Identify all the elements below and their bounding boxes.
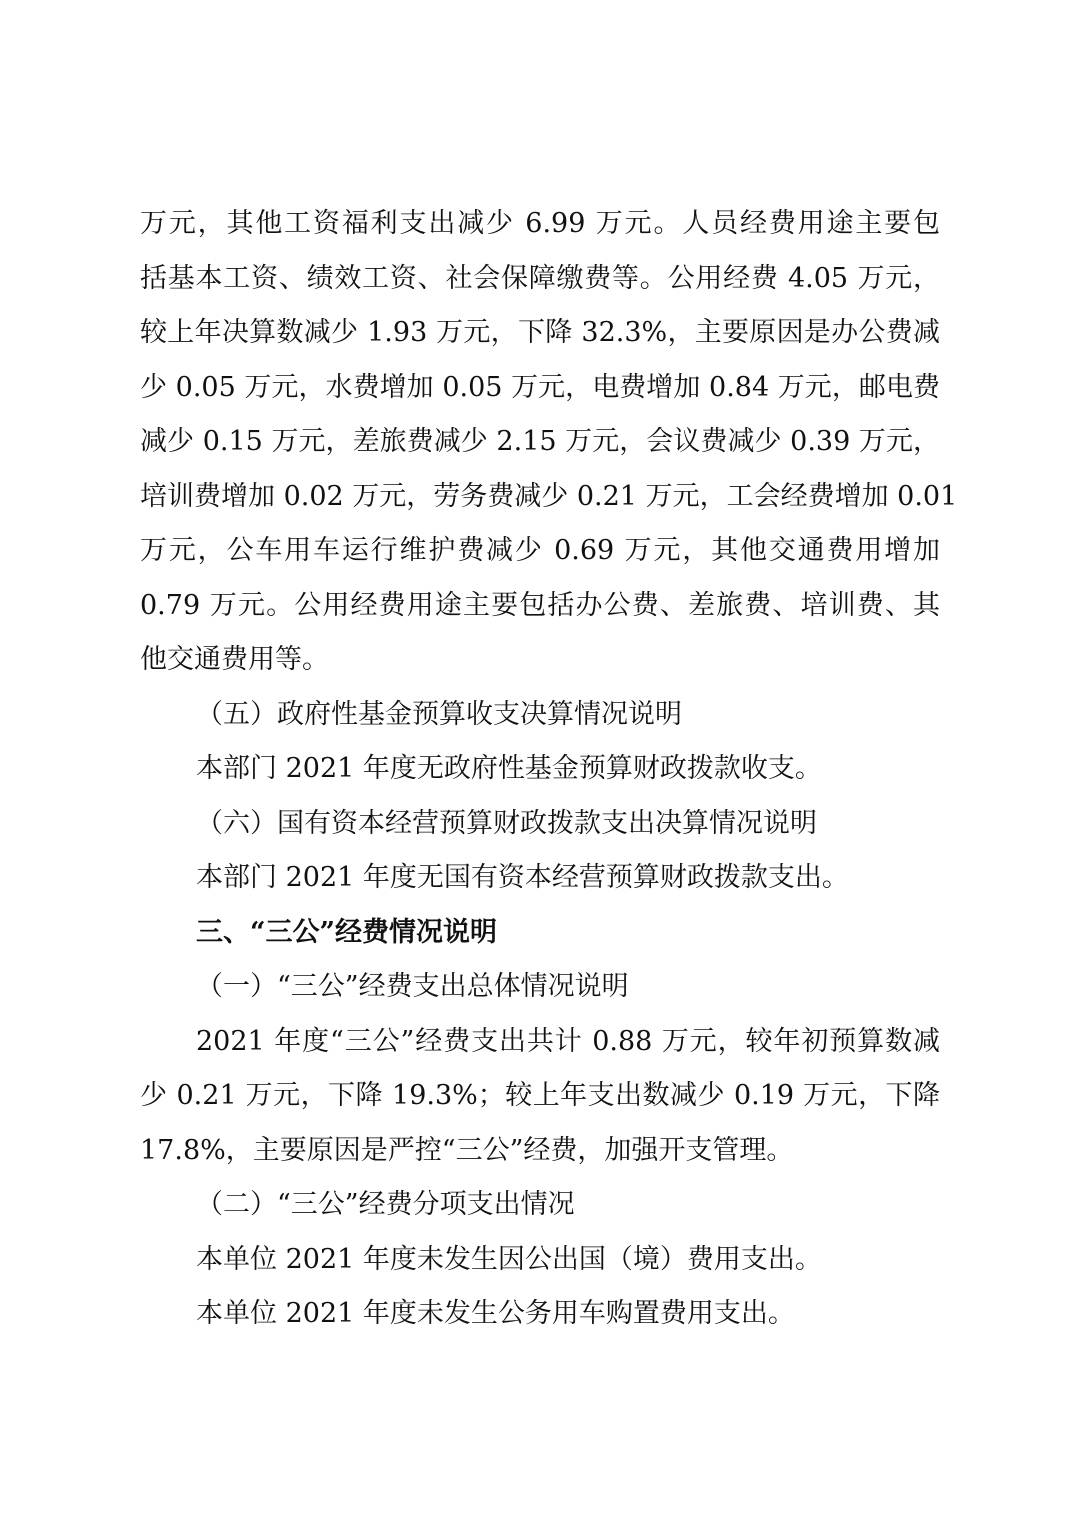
- paragraph-line: 少 0.21 万元，下降 19.3%；较上年支出数减少 0.19 万元，下降: [140, 1080, 940, 1111]
- section-heading: （六）国有资本经营预算财政拨款支出决算情况说明: [196, 808, 817, 839]
- section-heading: （五）政府性基金预算收支决算情况说明: [196, 699, 682, 730]
- paragraph-line: 括基本工资、绩效工资、社会保障缴费等。公用经费 4.05 万元，: [140, 263, 940, 294]
- paragraph-line: 万元，其他工资福利支出减少 6.99 万元。人员经费用途主要包: [140, 208, 940, 239]
- paragraph-line: 本部门 2021 年度无政府性基金预算财政拨款收支。: [196, 753, 822, 784]
- section-heading: （二）“三公”经费分项支出情况: [196, 1189, 575, 1220]
- paragraph-line: 万元，公车用车运行维护费减少 0.69 万元，其他交通费用增加: [140, 535, 940, 566]
- paragraph-line: 本单位 2021 年度未发生因公出国（境）费用支出。: [196, 1244, 822, 1275]
- paragraph-line: 较上年决算数减少 1.93 万元，下降 32.3%，主要原因是办公费减: [140, 317, 940, 348]
- paragraph-line: 本部门 2021 年度无国有资本经营预算财政拨款支出。: [196, 862, 849, 893]
- paragraph-line: 本单位 2021 年度未发生公务用车购置费用支出。: [196, 1298, 795, 1329]
- chapter-heading: 三、“三公”经费情况说明: [196, 917, 498, 948]
- paragraph-line: 17.8%，主要原因是严控“三公”经费，加强开支管理。: [140, 1135, 794, 1166]
- paragraph-line: 他交通费用等。: [140, 644, 329, 675]
- paragraph-line: 培训费增加 0.02 万元，劳务费减少 0.21 万元，工会经费增加 0.01: [140, 481, 958, 512]
- paragraph-line: 0.79 万元。公用经费用途主要包括办公费、差旅费、培训费、其: [140, 590, 940, 621]
- section-heading: （一）“三公”经费支出总体情况说明: [196, 971, 629, 1002]
- paragraph-line: 少 0.05 万元，水费增加 0.05 万元，电费增加 0.84 万元，邮电费: [140, 372, 940, 403]
- paragraph-line: 2021 年度“三公”经费支出共计 0.88 万元，较年初预算数减: [196, 1026, 940, 1057]
- paragraph-line: 减少 0.15 万元，差旅费减少 2.15 万元，会议费减少 0.39 万元，: [140, 426, 940, 457]
